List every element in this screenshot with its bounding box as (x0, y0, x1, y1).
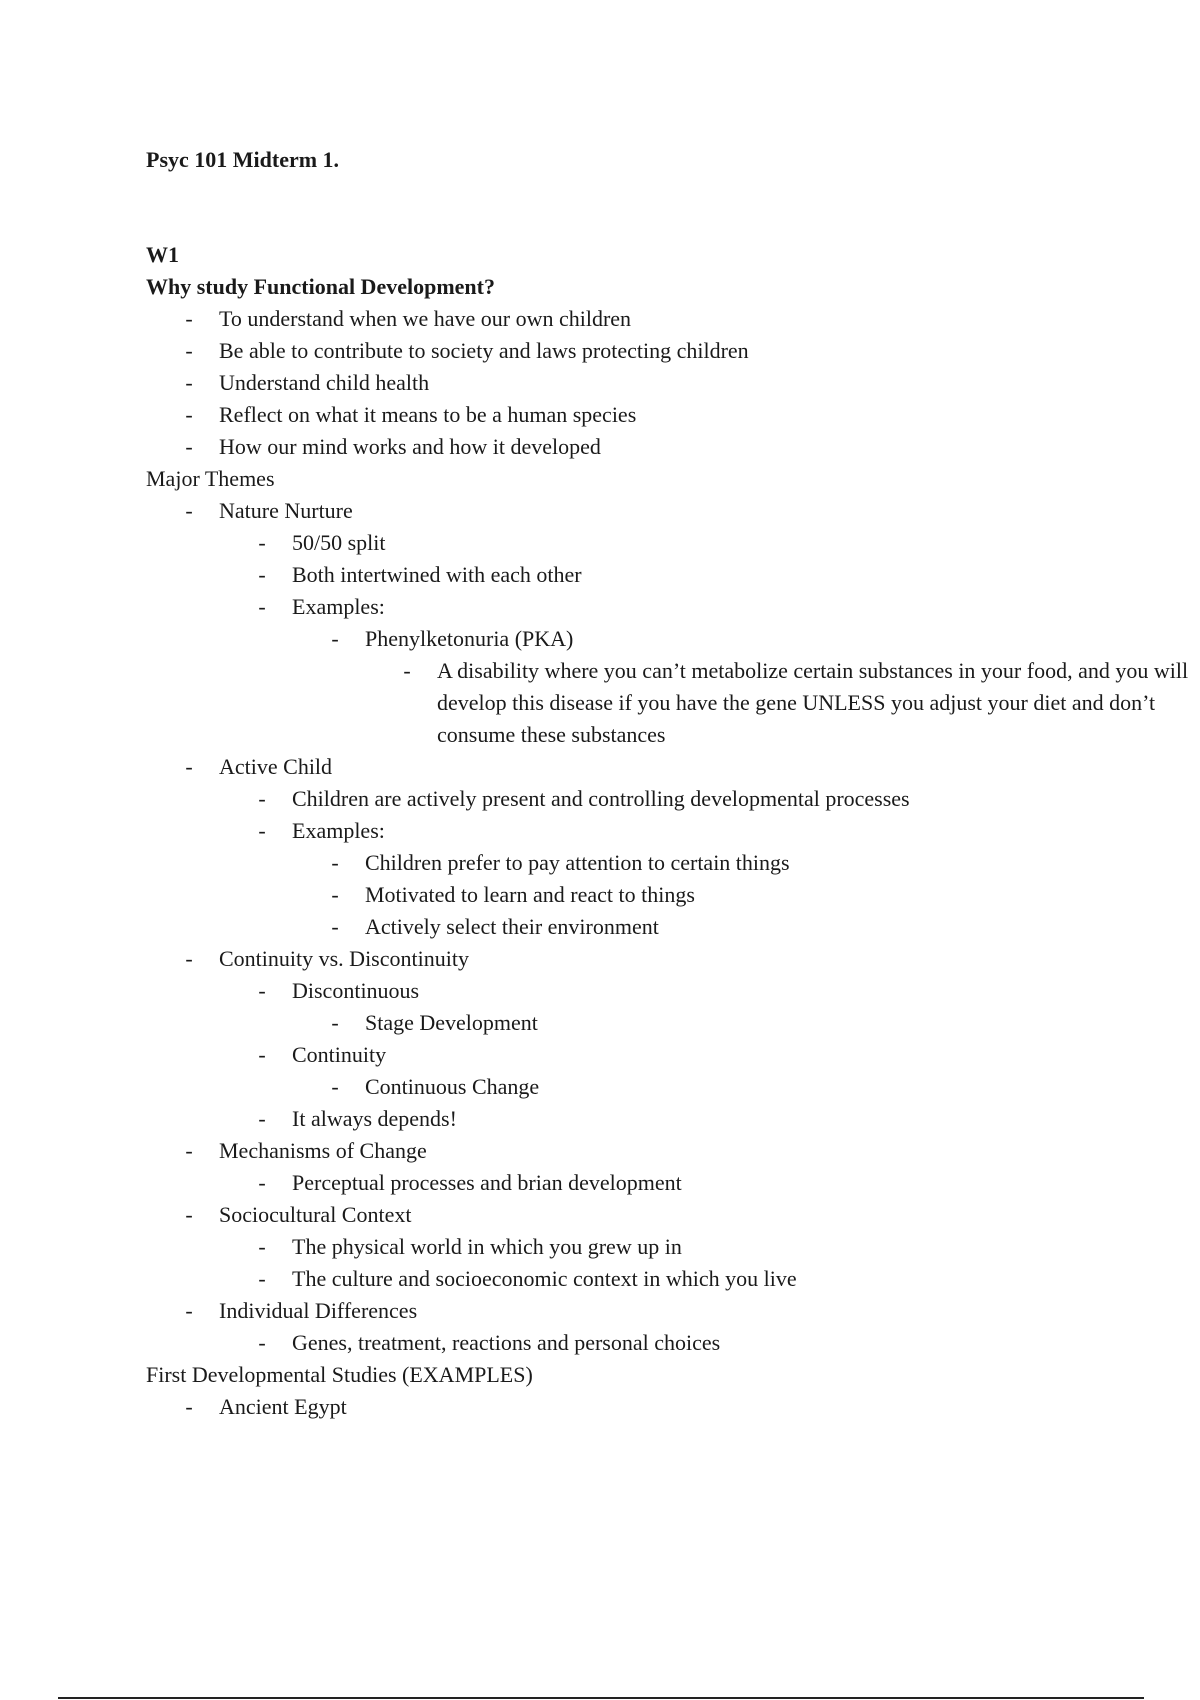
list-item (146, 303, 1096, 335)
list-item-text: Understand child health (219, 370, 430, 395)
list-item-text: Phenylketonuria (PKA) (365, 626, 574, 651)
list-item-text: Discontinuous (292, 978, 420, 1003)
list-item (146, 1039, 1096, 1071)
list-item (146, 1231, 1096, 1263)
bullet-dash: - (258, 1330, 266, 1355)
bullet-dash: - (331, 914, 339, 939)
list-item-text: Actively select their environment (365, 914, 659, 939)
list-item-text: Children are actively present and controlling developmental processes (292, 786, 910, 811)
theme-continuity (146, 943, 1096, 975)
list-item-text: Continuity vs. Discontinuity (219, 946, 469, 971)
bullet-dash: - (185, 402, 193, 427)
list-item (146, 847, 1096, 879)
list-item (146, 815, 1096, 847)
bullet-dash: - (258, 1170, 266, 1195)
list-item (146, 591, 1096, 623)
bullet-dash: - (331, 1074, 339, 1099)
list-item-text: The physical world in which you grew up in (292, 1234, 682, 1259)
theme-individual-differences (146, 1295, 1096, 1327)
list-item-text: Active Child (219, 754, 333, 779)
list-item-text: 50/50 split (292, 530, 386, 555)
theme-nature-nurture (146, 495, 1096, 527)
list-item (146, 1263, 1096, 1295)
list-item-text: Reflect on what it means to be a human species (219, 402, 637, 427)
bullet-dash: - (185, 306, 193, 331)
list-item-text: Ancient Egypt (219, 1394, 347, 1419)
list-item (146, 623, 1096, 655)
bullet-dash: - (258, 1106, 266, 1131)
bullet-dash: - (403, 658, 411, 683)
list-item (146, 655, 1200, 751)
bullet-dash: - (185, 1138, 193, 1163)
list-item-text: Children prefer to pay attention to certain things (365, 850, 790, 875)
list-item-text: Motivated to learn and react to things (365, 882, 695, 907)
list-item (146, 911, 1096, 943)
major-themes-heading: Major Themes (146, 466, 275, 491)
list-item-text: Both intertwined with each other (292, 562, 582, 587)
list-item-text: Mechanisms of Change (219, 1138, 427, 1163)
bullet-dash: - (185, 1298, 193, 1323)
list-item-text: A disability where you can’t metabolize certain substances in your food, and you will develop this disease if you have the gene UNLESS you adjust your diet and don’t consume these substances (437, 658, 1189, 747)
list-item-text: Examples: (292, 594, 385, 619)
bullet-dash: - (331, 1010, 339, 1035)
page-bottom-rule (58, 1697, 1144, 1699)
bullet-dash: - (258, 1266, 266, 1291)
list-item (146, 1167, 1096, 1199)
bullet-dash: - (258, 978, 266, 1003)
bullet-dash: - (185, 338, 193, 363)
notes-body (146, 239, 1189, 1423)
bullet-dash: - (185, 498, 193, 523)
bullet-dash: - (185, 434, 193, 459)
list-item-text: Be able to contribute to society and laws protecting children (219, 338, 749, 363)
list-item (146, 1103, 1096, 1135)
theme-mechanisms (146, 1135, 1096, 1167)
theme-active-child (146, 751, 1096, 783)
list-item (146, 975, 1096, 1007)
bullet-dash: - (185, 946, 193, 971)
bullet-dash: - (331, 882, 339, 907)
list-item (146, 879, 1096, 911)
bullet-dash: - (258, 530, 266, 555)
list-item-text: Genes, treatment, reactions and personal choices (292, 1330, 721, 1355)
list-item (146, 1071, 1096, 1103)
bullet-dash: - (331, 626, 339, 651)
list-item-text: Individual Differences (219, 1298, 418, 1323)
bullet-dash: - (185, 1394, 193, 1419)
list-item-text: Nature Nurture (219, 498, 353, 523)
bullet-dash: - (258, 786, 266, 811)
bullet-dash: - (185, 1202, 193, 1227)
list-item-text: Stage Development (365, 1010, 538, 1035)
list-item-text: Continuous Change (365, 1074, 540, 1099)
theme-sociocultural (146, 1199, 1096, 1231)
list-item (146, 783, 1096, 815)
list-item (146, 1007, 1096, 1039)
list-item-text: Perceptual processes and brian development (292, 1170, 682, 1195)
bullet-dash: - (258, 1234, 266, 1259)
document-title: Psyc 101 Midterm 1. (146, 147, 340, 172)
list-item (146, 431, 1096, 463)
list-item-text: Continuity (292, 1042, 387, 1067)
list-item (146, 1391, 1096, 1423)
week-heading: W1 (146, 242, 179, 267)
list-item-text: How our mind works and how it developed (219, 434, 601, 459)
bullet-dash: - (258, 818, 266, 843)
list-item (146, 1327, 1096, 1359)
list-item (146, 367, 1096, 399)
list-item (146, 335, 1096, 367)
bullet-dash: - (185, 754, 193, 779)
list-item (146, 527, 1096, 559)
bullet-dash: - (258, 594, 266, 619)
list-item-text: To understand when we have our own children (219, 306, 632, 331)
list-item-text: It always depends! (292, 1106, 457, 1131)
list-item-text: The culture and socioeconomic context in which you live (292, 1266, 797, 1291)
bullet-dash: - (331, 850, 339, 875)
list-item (146, 399, 1096, 431)
list-item-text: Examples: (292, 818, 385, 843)
first-studies-heading: First Developmental Studies (EXAMPLES) (146, 1362, 533, 1387)
bullet-dash: - (258, 562, 266, 587)
bullet-dash: - (258, 1042, 266, 1067)
list-item (146, 559, 1096, 591)
list-item-text: Sociocultural Context (219, 1202, 412, 1227)
section-heading: Why study Functional Development? (146, 274, 495, 299)
bullet-dash: - (185, 370, 193, 395)
